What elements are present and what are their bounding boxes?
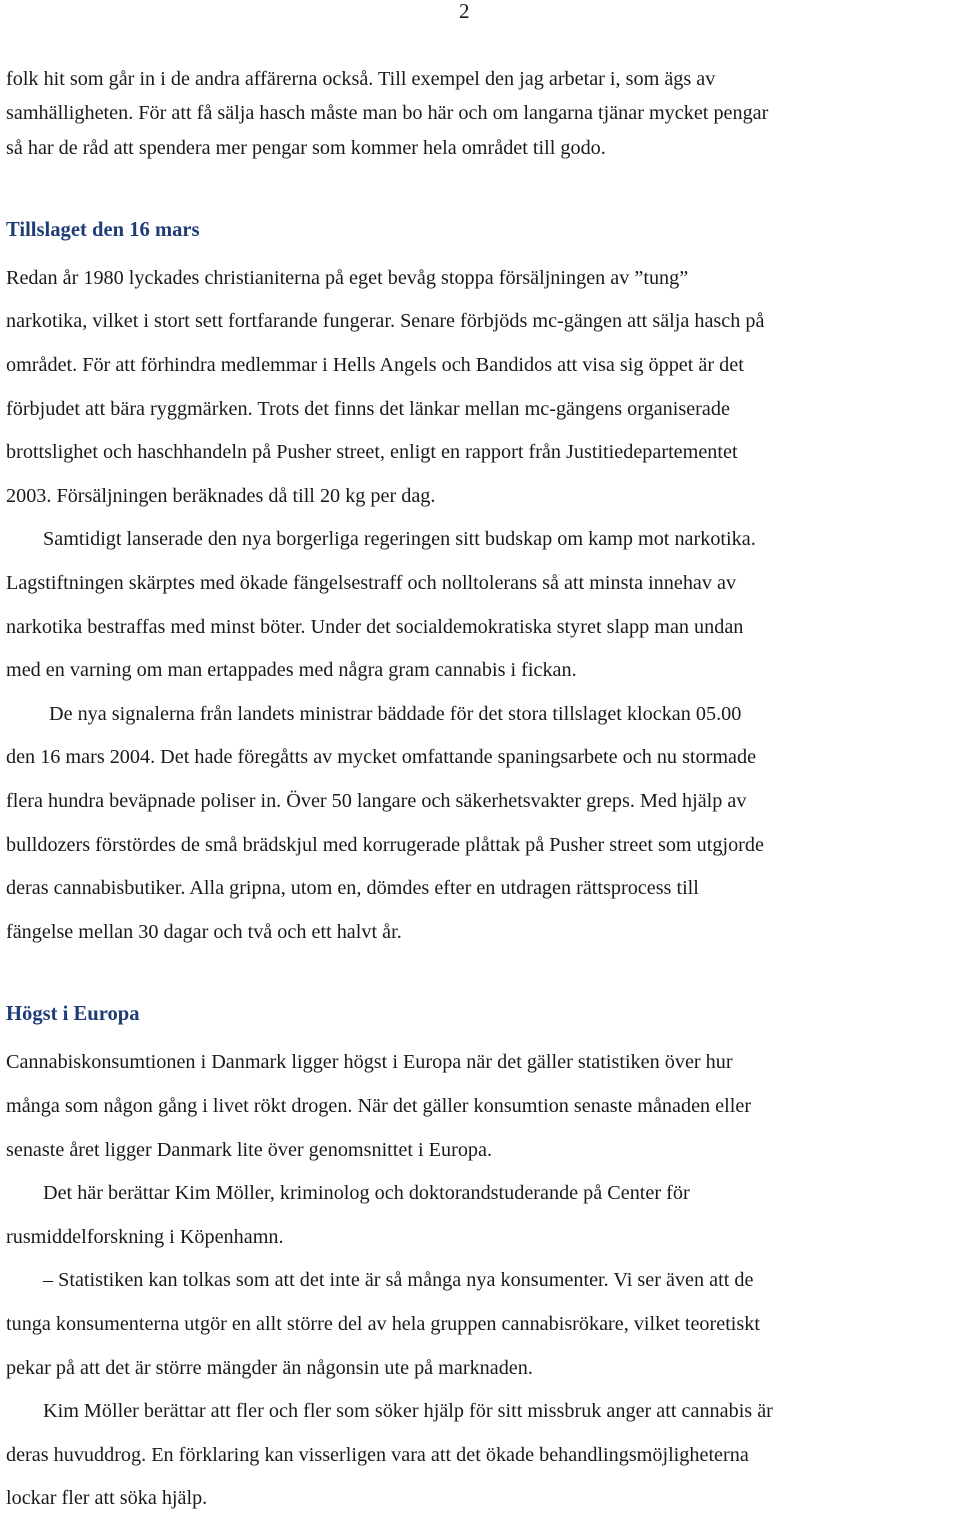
text-line: bulldozers förstördes de små brädskjul med korrugerade plåttak på Pusher street som utgjorde bbox=[6, 833, 764, 856]
text-line: så har de råd att spendera mer pengar som kommer hela området till godo. bbox=[6, 136, 606, 159]
body-paragraph bbox=[6, 1172, 958, 1259]
body-paragraph bbox=[6, 693, 958, 955]
text-line: området. För att förhindra medlemmar i Hells Angels och Bandidos att visa sig öppet är det bbox=[6, 354, 744, 377]
text-line: – Statistiken kan tolkas som att det inte är så många nya konsumenter. Vi ser även att de bbox=[43, 1269, 754, 1292]
body-paragraph bbox=[6, 1041, 958, 1172]
body-paragraph bbox=[6, 257, 958, 519]
text-line: samhälligheten. För att få sälja hasch måste man bo här och om langarna tjänar mycket pengar bbox=[6, 102, 769, 125]
text-line: Kim Möller berättar att fler och fler som söker hjälp för sitt missbruk anger att cannabis är bbox=[43, 1400, 773, 1423]
body-paragraph bbox=[6, 518, 958, 692]
text-line: senaste året ligger Danmark lite över genomsnittet i Europa. bbox=[6, 1138, 493, 1161]
text-line: deras cannabisbutiker. Alla gripna, utom en, dömdes efter en utdragen rättsprocess till bbox=[6, 877, 699, 900]
text-line: tunga konsumenterna utgör en allt större del av hela gruppen cannabisrökare, vilket teoretiskt bbox=[6, 1312, 760, 1335]
section-heading-hogst-i-europa: Högst i Europa bbox=[6, 1003, 140, 1026]
text-line: rusmiddelforskning i Köpenhamn. bbox=[6, 1225, 284, 1248]
text-line: förbjudet att bära ryggmärken. Trots det finns det länkar mellan mc-gängens organiserade bbox=[6, 397, 730, 420]
body-paragraph bbox=[6, 1390, 958, 1521]
document-body bbox=[6, 62, 958, 1521]
text-line: med en varning om man ertappades med några gram cannabis i fickan. bbox=[6, 659, 577, 682]
text-line: narkotika, vilket i stort sett fortfarande fungerar. Senare förbjöds mc-gängen att sälja hasch på bbox=[6, 310, 765, 333]
text-line: många som någon gång i livet rökt drogen. När det gäller konsumtion senaste månaden eller bbox=[6, 1094, 752, 1117]
text-line: brottslighet och haschhandeln på Pusher street, enligt en rapport från Justitiedepartementet bbox=[6, 441, 738, 464]
text-line: De nya signalerna från landets ministrar bäddade för det stora tillslaget klockan 05.00 bbox=[49, 702, 742, 725]
text-line: Samtidigt lanserade den nya borgerliga regeringen sitt budskap om kamp mot narkotika. bbox=[43, 528, 756, 551]
text-line: den 16 mars 2004. Det hade föregåtts av mycket omfattande spaningsarbete och nu stormade bbox=[6, 746, 757, 769]
page-number: 2 bbox=[459, 0, 470, 23]
text-line: Det här berättar Kim Möller, kriminolog och doktorandstuderande på Center för bbox=[43, 1182, 690, 1205]
text-line: deras huvuddrog. En förklaring kan visserligen vara att det ökade behandlingsmöjligheterna bbox=[6, 1443, 749, 1466]
body-paragraph bbox=[6, 1259, 958, 1390]
intro-paragraph bbox=[6, 62, 958, 165]
text-line: Lagstiftningen skärptes med ökade fängelsestraff och nolltolerans så att minsta innehav av bbox=[6, 572, 737, 595]
text-line: fängelse mellan 30 dagar och två och ett halvt år. bbox=[6, 920, 402, 943]
text-line: Cannabiskonsumtionen i Danmark ligger högst i Europa när det gäller statistiken över hur bbox=[6, 1051, 733, 1074]
section-heading-tillslaget: Tillslaget den 16 mars bbox=[6, 218, 200, 241]
text-line: narkotika bestraffas med minst böter. Under det socialdemokratiska styret slapp man undan bbox=[6, 615, 744, 638]
text-line: flera hundra beväpnade poliser in. Över 50 langare och säkerhetsvakter greps. Med hjälp av bbox=[6, 790, 747, 813]
text-line: pekar på att det är större mängder än någonsin ute på marknaden. bbox=[6, 1356, 533, 1379]
text-line: lockar fler att söka hjälp. bbox=[6, 1487, 208, 1510]
text-line: folk hit som går in i de andra affärerna också. Till exempel den jag arbetar i, som ägs av bbox=[6, 68, 716, 90]
text-line: 2003. Försäljningen beräknades då till 20 kg per dag. bbox=[6, 484, 436, 507]
text-line: Redan år 1980 lyckades christianiterna på eget bevåg stoppa försäljningen av ”tung” bbox=[6, 266, 689, 289]
